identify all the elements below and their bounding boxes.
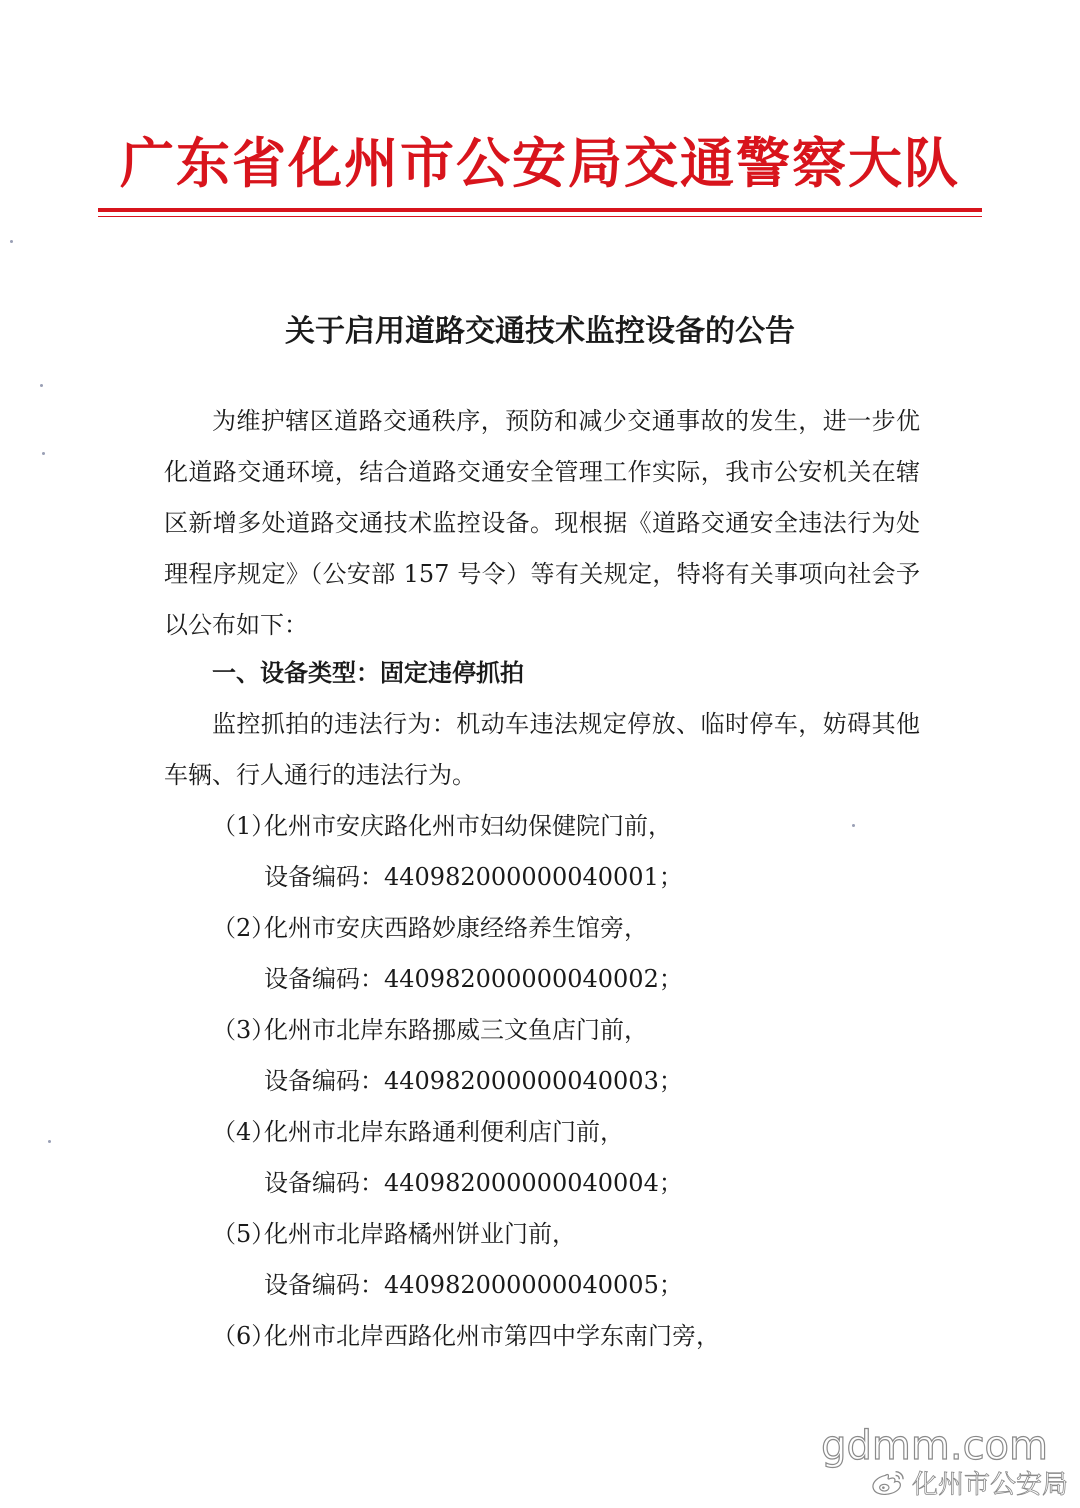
list-item [212, 1005, 932, 1107]
scan-speck [40, 384, 43, 387]
list-item [212, 1107, 932, 1209]
item-number: （1） [212, 812, 276, 840]
account-name: 化州市公安局 [911, 1469, 1068, 1500]
weibo-icon [870, 1467, 908, 1497]
list-item [212, 1311, 932, 1413]
organization-header: 广东省化州市公安局交通警察大队 [120, 131, 960, 195]
watermark-site: gdmm.com [821, 1423, 1048, 1469]
scan-speck [852, 824, 855, 827]
device-code: 设备编码：440982000000040005； [264, 1271, 683, 1299]
header-rule-thin [98, 216, 982, 217]
intro-paragraph: 为维护辖区道路交通秩序，预防和减少交通事故的发生，进一步优化道路交通环境，结合道路交通安全管理工作实际，我市公安机关在辖区新增多处道路交通技术监控设备。现根据《道路交通安全违法行为处理程序规定》（公安部 157 号令）等有关规定，特将有关事项向社会予以公布如下： [164, 407, 920, 639]
list-item [212, 1209, 932, 1311]
location-text: 化州市北岸西路化州市第四中学东南门旁， [264, 1322, 720, 1350]
violation-paragraph: 监控抓拍的违法行为：机动车违法规定停放、临时停车，妨碍其他车辆、行人通行的违法行为。 [164, 710, 920, 789]
location-text: 化州市北岸东路挪威三文鱼店门前， [264, 1016, 648, 1044]
document-title: 关于启用道路交通技术监控设备的公告 [285, 314, 795, 349]
header-rule-thick [98, 208, 982, 212]
device-code: 设备编码：440982000000040003； [264, 1067, 683, 1095]
location-text: 化州市安庆西路妙康经络养生馆旁， [264, 914, 648, 942]
scan-speck [48, 1140, 51, 1143]
section-heading: 一、设备类型：固定违停抓拍 [212, 659, 524, 687]
device-code: 设备编码：440982000000040001； [264, 863, 683, 891]
location-text: 化州市安庆路化州市妇幼保健院门前， [264, 812, 672, 840]
list-item [212, 801, 932, 903]
item-number: （2） [212, 914, 276, 942]
item-number: （4） [212, 1118, 276, 1146]
item-number: （3） [212, 1016, 276, 1044]
location-list [212, 801, 932, 1413]
item-number: （6） [212, 1322, 276, 1350]
scan-speck [42, 452, 45, 455]
device-code: 设备编码：440982000000040004； [264, 1169, 683, 1197]
item-number: （5） [212, 1220, 276, 1248]
scan-speck [10, 240, 13, 243]
list-item [212, 903, 932, 1005]
device-code: 设备编码：440982000000040002； [264, 965, 683, 993]
location-text: 化州市北岸路橘州饼业门前， [264, 1220, 576, 1248]
watermark-account [848, 1462, 1068, 1502]
location-text: 化州市北岸东路通利便利店门前， [264, 1118, 624, 1146]
